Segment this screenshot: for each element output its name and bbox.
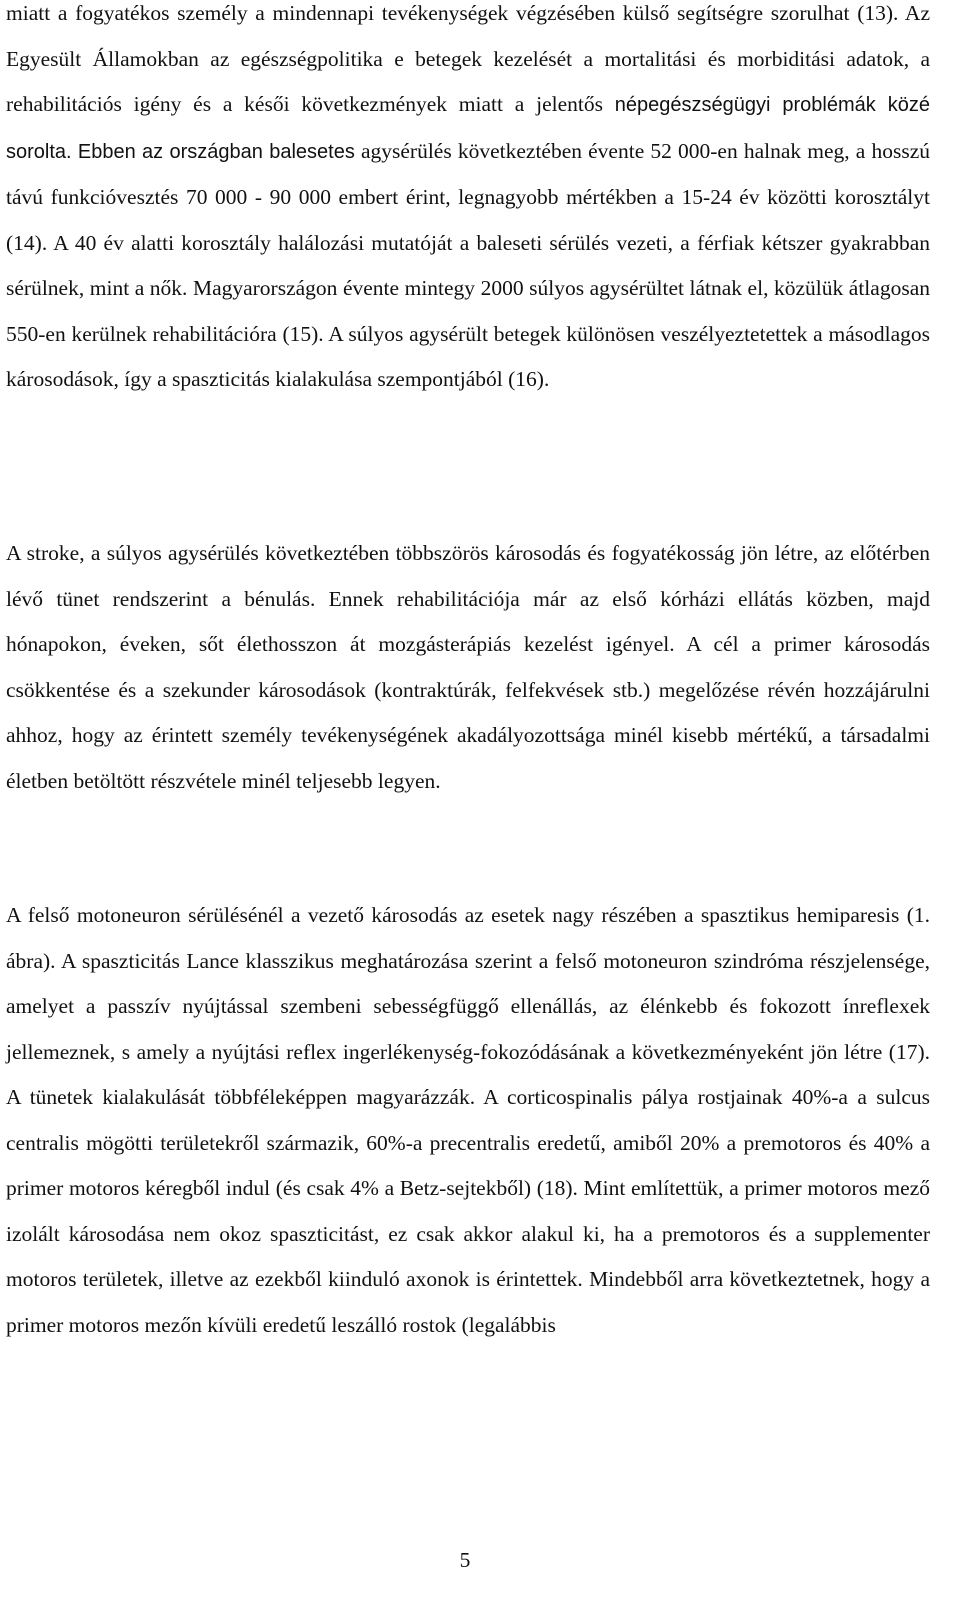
paragraph-1-text-c: agysérülés következtében évente 52 000-en halnak meg, a hosszú távú funkcióvesztés 70 000 - 90 000 embert érint, legnagyobb mértékben a 15-24 év közötti korosztályt (14). A 40 év alatti korosztály halálozási mutatóját a baleseti sérülés vezeti, a férfiak kétszer gyakrabban sérülnek, mint a nők. Magyarországon évente mintegy 2000 súlyos agysérültet látnak el, közülük átlagosan 550-en kerülnek rehabilitációra (15). A súlyos agysérült betegek különösen veszélyeztetettek a másodlagos károsodások, így a spaszticitás kialakulása szempontjából (16). bbox=[6, 138, 931, 391]
paragraph-2: A stroke, a súlyos agysérülés következtében többszörös károsodás és fogyatékosság jön létre, az előtérben lévő tünet rendszerint a bénulás. Ennek rehabilitációja már az első kórházi ellátás közben, majd hónapokon, éveken, sőt élethosszon át mozgásterápiás kezelést igényel. A cél a primer károsodás csökkentése és a szekunder károsodások (kontraktúrák, felfekvések stb.) megelőzése révén hozzájárulni ahhoz, hogy az érintett személy tevékenységének akadályozottsága minél kisebb mértékű, a társadalmi életben betöltött részvétele minél teljesebb legyen. bbox=[6, 541, 930, 793]
paragraph-1-text-a: miatt a fogyatékos személy a mindennapi tevékenységek végzésében külső segítségre szorulhat (13). Az Egyesült Államokban az egészségpolitika e betegek kezelését a mortalitási és morbiditási adatok, a rehabilitációs igény és a késői következmények miatt a jelentős bbox=[6, 1, 930, 116]
paragraph-3: A felső motoneuron sérülésénél a vezető károsodás az esetek nagy részében a spasztikus hemiparesis (1. ábra). A spaszticitás Lance klasszikus meghatározása szerint a felső motoneuron szindróma részjelensége, amelyet a passzív nyújtással szembeni sebességfüggő ellenállás, az élénkebb és fokozott ínreflexek jellemeznek, s amely a nyújtási reflex ingerlékenység-fokozódásának a következményeként jön létre (17). A tünetek kialakulását többféleképpen magyarázzák. A corticospinalis pálya rostjainak 40%-a a sulcus centralis mögötti területekről származik, 60%-a precentralis eredetű, amiből 20% a premotoros és 40% a primer motoros kéregből indul (és csak 4% a Betz-sejtekből) (18). Mint említettük, a primer motoros mező izolált károsodása nem okoz spaszticitást, ez csak akkor alakul ki, ha a premotoros és a supplementer motoros területek, illetve az ezekből kiinduló axonok is érintettek. Mindebből arra következtetnek, hogy a primer motoros mezőn kívüli eredetű leszálló rostok (legalábbis bbox=[6, 903, 930, 1337]
paragraph-1-text-b: népegészségügyi problémák közé sorolta. Ebben az országban balesetes bbox=[6, 94, 930, 163]
page-number: 5 bbox=[459, 1548, 471, 1572]
paragraph-1 bbox=[6, 0, 930, 403]
